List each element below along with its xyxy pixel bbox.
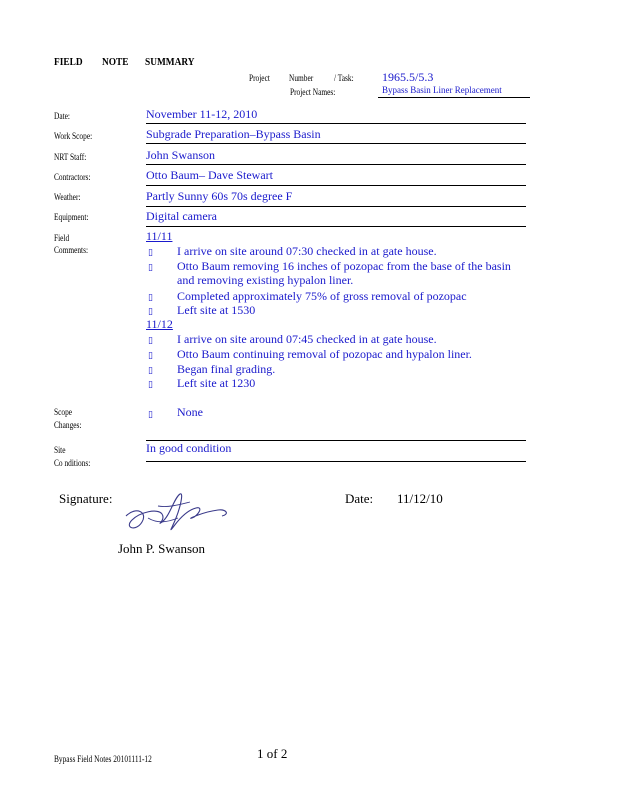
nrt-staff-value: John Swanson (146, 148, 216, 162)
project-label: Project (249, 73, 270, 83)
scope-label: Scope (54, 407, 73, 417)
weather-value: Partly Sunny 60s 70s degree F (146, 189, 293, 203)
footer-filename: Bypass Field Notes 20101111-12 (54, 754, 152, 764)
equipment-rule (146, 226, 526, 227)
project-names-label: Project Names: (290, 87, 336, 97)
comment-item: I arrive on site around 07:30 checked in at gate house. (177, 244, 437, 258)
date-sign-value: 11/12/10 (397, 491, 443, 506)
date-sign-label: Date: (345, 491, 374, 506)
day1-heading: 11/11 (146, 229, 173, 243)
comment-item: Left site at 1530 (177, 303, 256, 317)
site-value: In good condition (146, 441, 232, 455)
nrt-staff-rule (146, 164, 526, 165)
bullet-icon: ▯ (148, 409, 153, 419)
project-name: Bypass Basin Liner Replacement (382, 85, 502, 95)
contractors-value: Otto Baum– Dave Stewart (146, 168, 273, 182)
work-scope-value: Subgrade Preparation–Bypass Basin (146, 127, 321, 141)
bullet-icon: ▯ (148, 379, 153, 389)
project-name-rule (378, 97, 530, 98)
comments-label: Comments: (54, 245, 89, 255)
work-scope-rule (146, 143, 526, 144)
title-field: FIELD (54, 56, 83, 68)
task-label: / Task: (334, 73, 354, 83)
work-scope-label: Work Scope: (54, 131, 93, 141)
signature-label: Signature: (59, 491, 113, 506)
contractors-label: Contractors: (54, 172, 91, 182)
site-label: Site (54, 445, 66, 455)
comment-item-continued: and removing existing hypalon liner. (177, 273, 354, 287)
bullet-icon: ▯ (148, 335, 153, 345)
comment-item: Otto Baum continuing removal of pozopac and hypalon liner. (177, 347, 472, 361)
page-number: 1 of 2 (257, 746, 288, 761)
bullet-icon: ▯ (148, 350, 153, 360)
date-rule (146, 123, 526, 124)
comment-item: Completed approximately 75% of gross removal of pozopac (177, 289, 467, 303)
project-number: 1965.5/5.3 (382, 70, 434, 84)
bullet-icon: ▯ (148, 247, 153, 257)
site-rule (146, 461, 526, 462)
title-note: NOTE (102, 56, 129, 68)
conditions-label: Co nditions: (54, 458, 91, 468)
signer-name: John P. Swanson (118, 541, 206, 556)
signature-scribble (118, 488, 238, 540)
day2-heading: 11/12 (146, 317, 173, 331)
number-label: Number (289, 73, 314, 83)
equipment-label: Equipment: (54, 212, 89, 222)
date-value: November 11-12, 2010 (146, 107, 258, 121)
field-label: Field (54, 233, 70, 243)
comment-item: Left site at 1230 (177, 376, 256, 390)
bullet-icon: ▯ (148, 365, 153, 375)
comment-item: I arrive on site around 07:45 checked in at gate house. (177, 332, 437, 346)
scope-value: None (177, 405, 203, 419)
date-label: Date: (54, 111, 70, 121)
equipment-value: Digital camera (146, 209, 217, 223)
changes-label: Changes: (54, 420, 82, 430)
comment-item: Otto Baum removing 16 inches of pozopac from the base of the basin (177, 259, 511, 273)
title-summary: SUMMARY (145, 56, 195, 68)
bullet-icon: ▯ (148, 306, 153, 316)
weather-label: Weather: (54, 192, 81, 202)
bullet-icon: ▯ (148, 292, 153, 302)
bullet-icon: ▯ (148, 262, 153, 272)
contractors-rule (146, 185, 526, 186)
nrt-staff-label: NRT Staff: (54, 152, 87, 162)
comment-item: Began final grading. (177, 362, 276, 376)
weather-rule (146, 206, 526, 207)
